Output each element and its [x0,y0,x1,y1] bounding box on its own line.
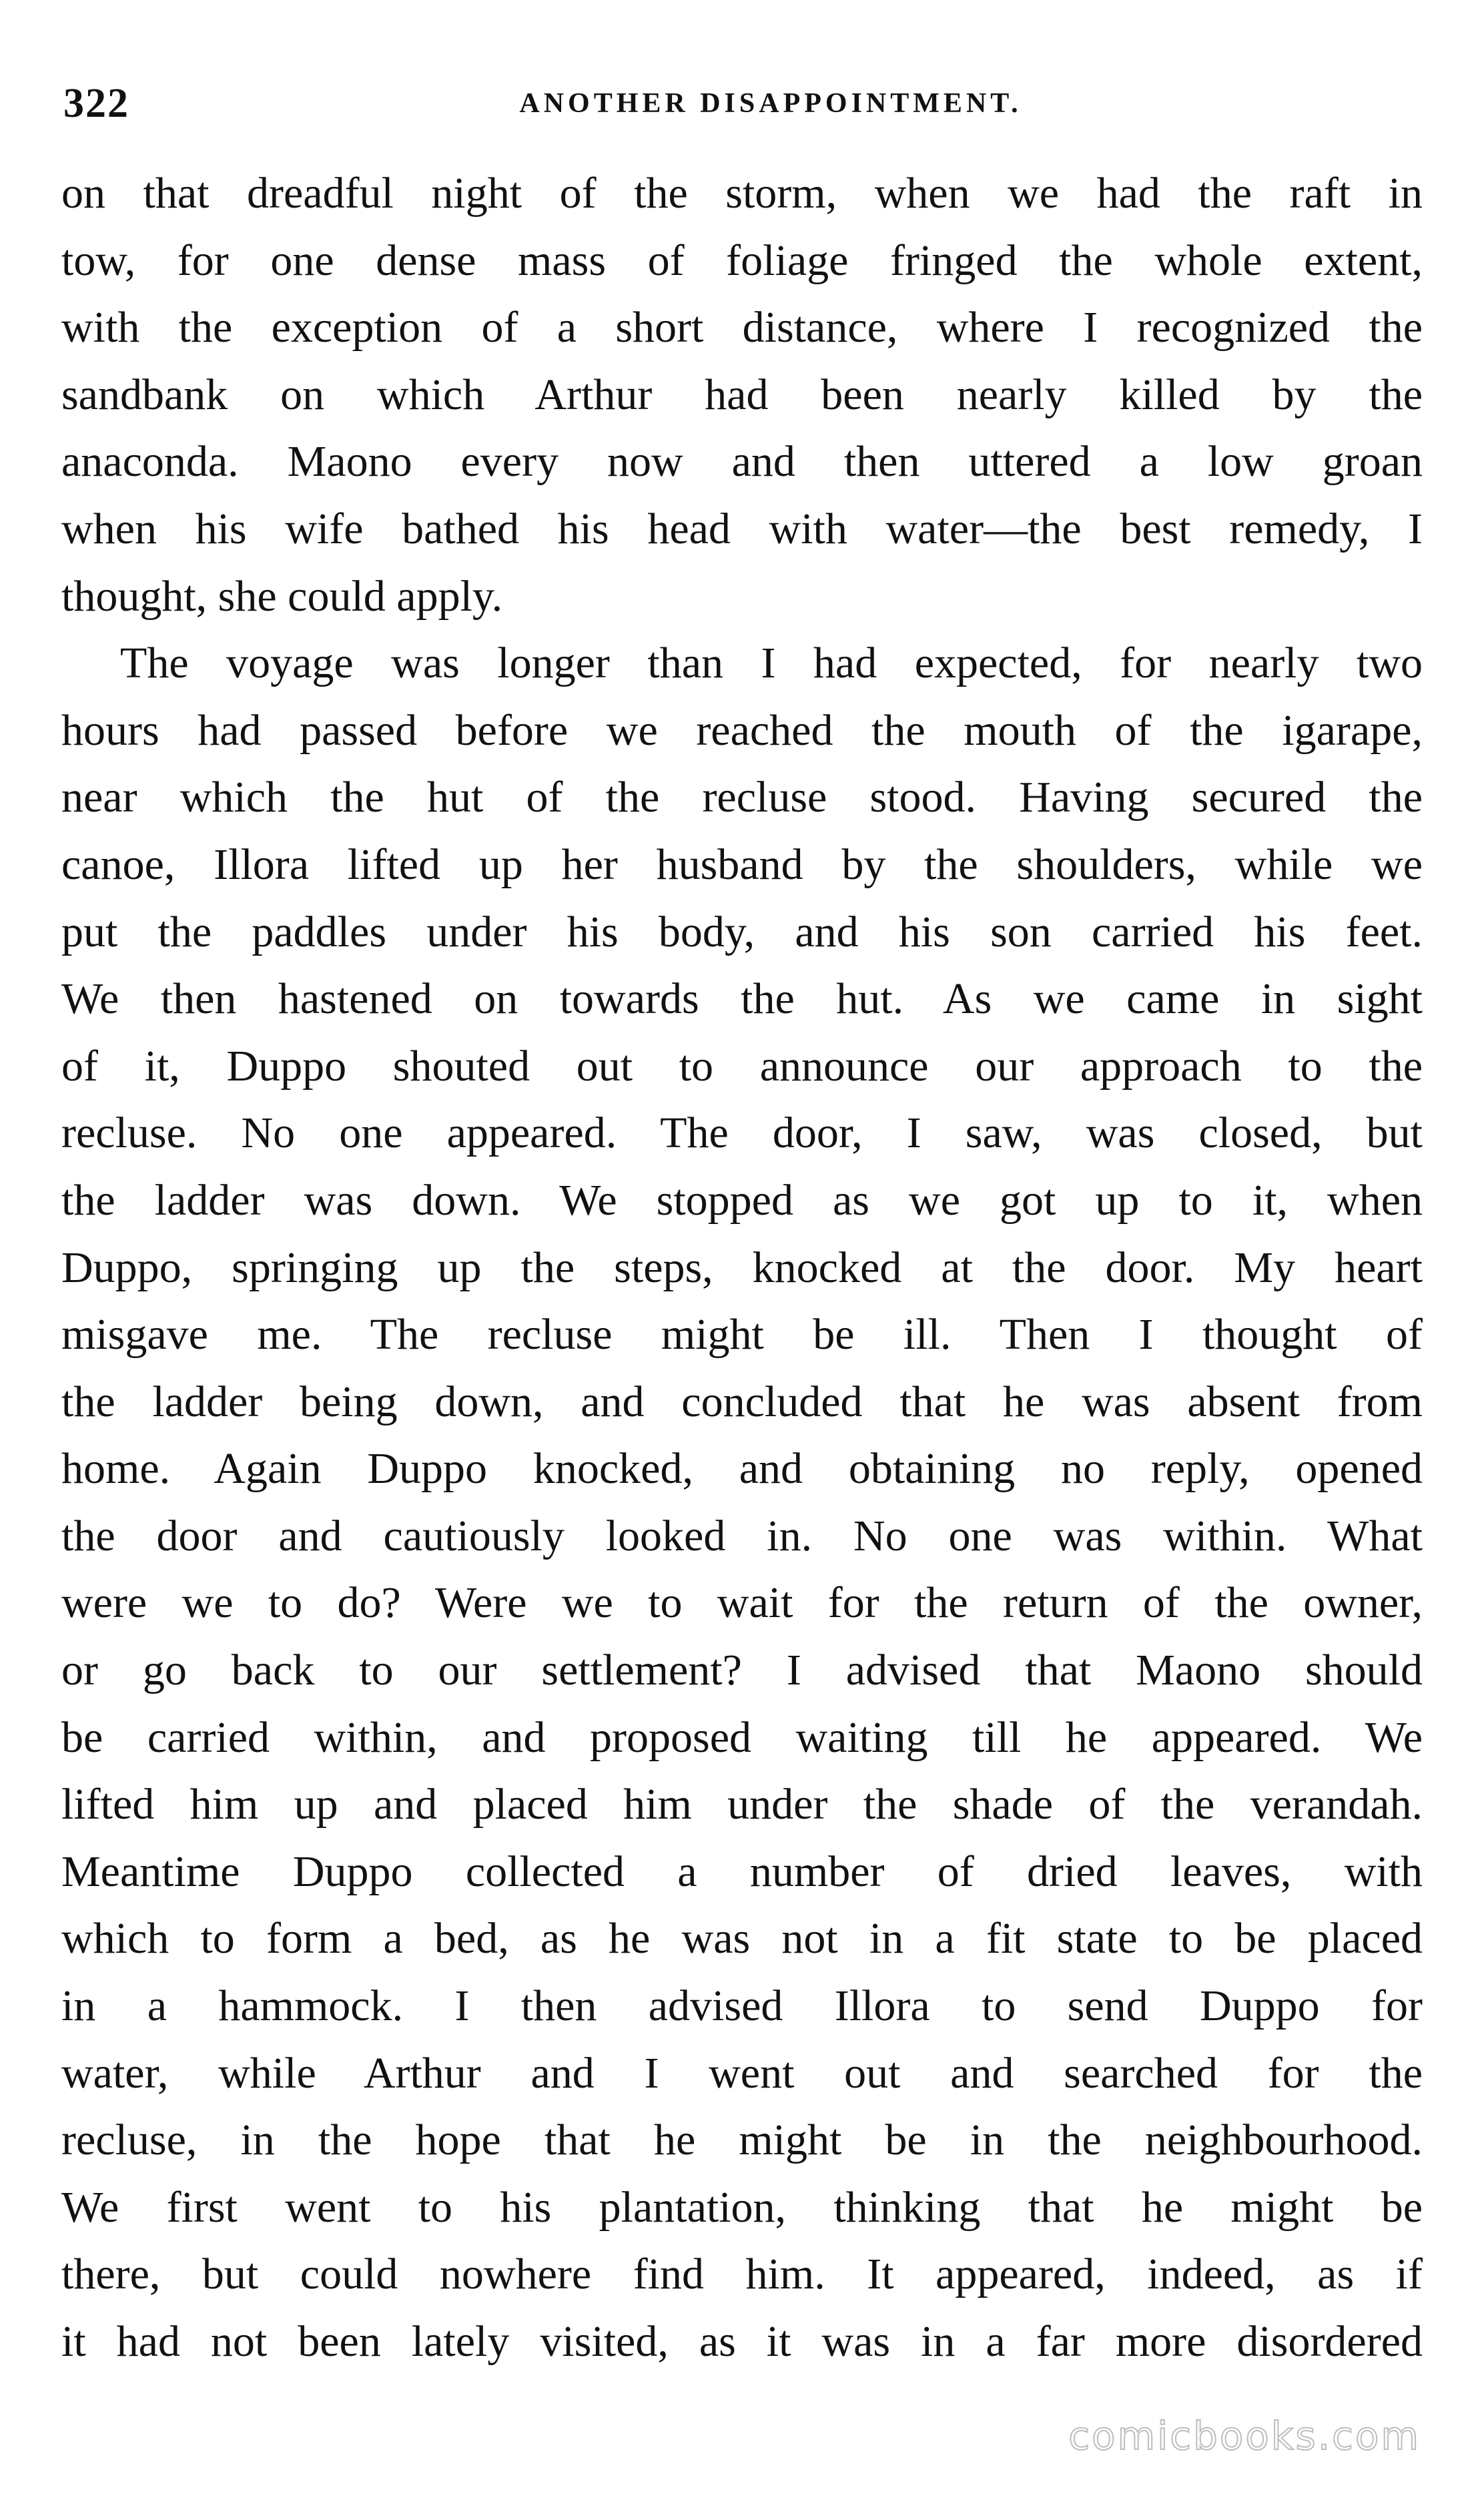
text-line: water, while Arthur and I went out and searched for the [61,2048,1423,2098]
text-line: The voyage was longer than I had expected, for nearly two [120,639,1423,688]
text-line: be carried within, and proposed waiting till he appeared. We [61,1712,1423,1762]
text-line: with the exception of a short distance, where I recognized the [61,303,1423,352]
text-line: were we to do? Were we to wait for the return of the owner, [61,1578,1423,1628]
text-line: put the paddles under his body, and his son carried his feet. [61,907,1423,956]
page-header [63,77,1425,130]
text-line: misgave me. The recluse might be ill. Then I thought of [61,1310,1423,1359]
text-line: near which the hut of the recluse stood. Having secured the [61,773,1423,822]
text-line: recluse. No one appeared. The door, I saw, was closed, but [61,1109,1423,1158]
text-line: the door and cautiously looked in. No one was within. What [61,1511,1423,1560]
text-line: it had not been lately visited, as it was in a far more disordered [61,2317,1423,2366]
text-line: hours had passed before we reached the mouth of the igarape, [61,705,1423,755]
text-line: the ladder being down, and concluded that he was absent from [61,1377,1423,1426]
text-line: of it, Duppo shouted out to announce our approach to the [61,1041,1423,1090]
text-line: in a hammock. I then advised Illora to send Duppo for [61,1981,1423,2031]
text-line: anaconda. Maono every now and then uttered a low groan [61,437,1423,487]
text-line: recluse, in the hope that he might be in the neighbourhood. [61,2116,1423,2165]
text-line: which to form a bed, as he was not in a fit state to be placed [61,1914,1423,1963]
watermark: comicbooks.com [1068,2413,1421,2459]
text-line: canoe, Illora lifted up her husband by the shoulders, while we [61,840,1423,889]
text-line: there, but could nowhere find him. It appeared, indeed, as if [61,2250,1423,2299]
text-line: the ladder was down. We stopped as we got up to it, when [61,1175,1423,1225]
page-number: 322 [63,81,129,126]
text-line: Meantime Duppo collected a number of dried leaves, with [61,1847,1423,1896]
text-line: Duppo, springing up the steps, knocked at the door. My heart [61,1243,1423,1292]
text-line: tow, for one dense mass of foliage fringed the whole extent, [61,236,1423,285]
text-line: We then hastened on towards the hut. As we came in sight [61,974,1423,1024]
text-line: sandbank on which Arthur had been nearly killed by the [61,370,1423,419]
text-line: thought, she could apply. [61,571,503,621]
text-line: on that dreadful night of the storm, when we had the raft in [61,169,1423,218]
paragraph-1 [61,160,1423,630]
text-line: We first went to his plantation, thinking that he might be [61,2182,1423,2232]
text-line: when his wife bathed his head with water—the best remedy, I [61,504,1423,553]
text-line: home. Again Duppo knocked, and obtaining no reply, opened [61,1444,1423,1494]
text-line: or go back to our settlement? I advised that Maono should [61,1646,1423,1695]
paragraph-2 [61,630,1423,2375]
body-text [61,160,1423,2376]
running-head: ANOTHER DISAPPOINTMENT. [519,88,1022,119]
text-line: lifted him up and placed him under the shade of the verandah. [61,1780,1423,1829]
